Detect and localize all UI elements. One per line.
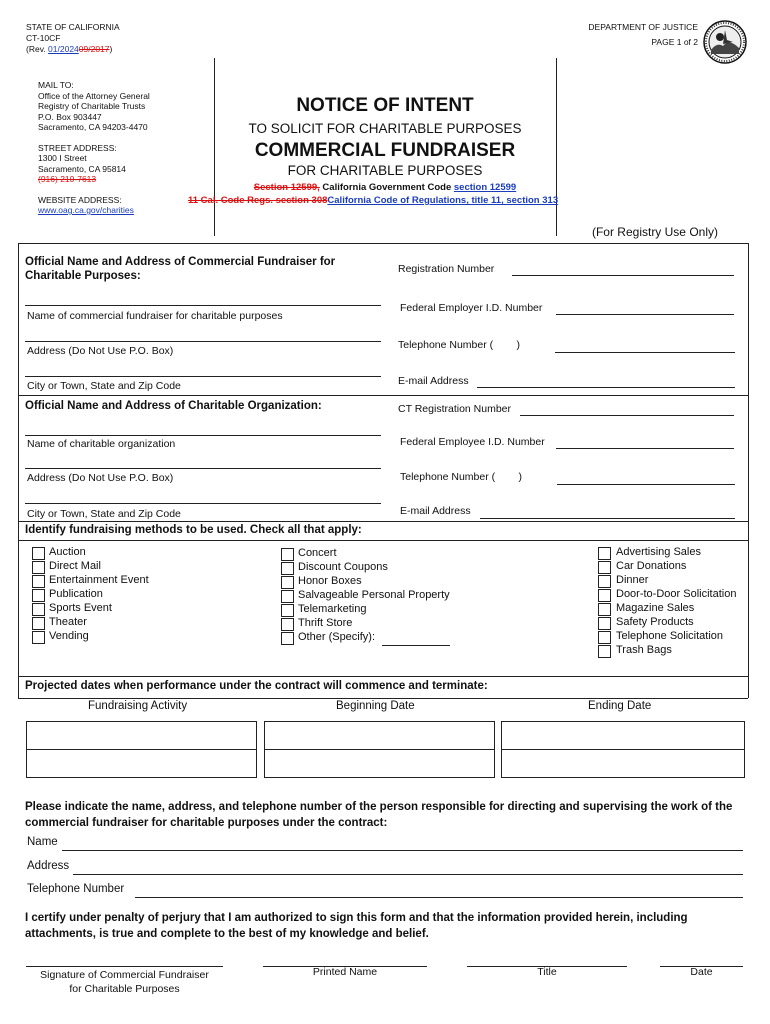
methods-heading: Identify fundraising methods to be used. Check all that apply: — [25, 524, 362, 536]
charity-city-label: City or Town, State and Zip Code — [27, 508, 181, 520]
method-checkbox[interactable] — [598, 589, 611, 602]
revision — [26, 44, 112, 55]
method-label: Auction — [49, 546, 86, 558]
method-label: Entertainment Event — [49, 574, 149, 586]
rev-new: 01/2024 — [48, 44, 79, 54]
resp-address-field[interactable] — [73, 874, 743, 875]
method-label: Concert — [298, 547, 337, 559]
page-number: PAGE 1 of 2 — [651, 37, 698, 47]
method-checkbox[interactable] — [32, 603, 45, 616]
method-checkbox[interactable] — [281, 604, 294, 617]
ch-email-field[interactable] — [480, 518, 735, 519]
charity-name-label: Name of charitable organization — [27, 438, 176, 450]
begin-field-1[interactable] — [264, 721, 495, 750]
mail-line: Office of the Attorney General — [38, 90, 150, 101]
title-solicit: TO SOLICIT FOR CHARITABLE PURPOSES — [248, 121, 522, 136]
title-fundraiser: COMMERCIAL FUNDRAISER — [254, 140, 516, 161]
reg-number-label: Registration Number — [398, 263, 495, 275]
state-seal-icon — [703, 20, 747, 64]
method-label: Telephone Solicitation — [616, 630, 724, 642]
date-label: Date — [690, 966, 713, 978]
resp-name-field[interactable] — [62, 850, 743, 851]
resp-phone-label: Telephone Number — [27, 883, 125, 895]
fundraiser-address-label: Address (Do Not Use P.O. Box) — [27, 345, 174, 357]
street-line: Sacramento, CA 95814 — [38, 163, 126, 174]
form-id: CT-10CF — [26, 33, 61, 43]
method-checkbox[interactable] — [281, 632, 294, 645]
method-checkbox[interactable] — [32, 547, 45, 560]
method-label: Dinner — [616, 574, 649, 586]
mail-line: P.O. Box 903447 — [38, 111, 102, 122]
method-checkbox[interactable] — [32, 631, 45, 644]
cite2-link[interactable]: California Code of Regulations, title 11, section 313 — [327, 195, 559, 206]
method-label: Advertising Sales — [616, 546, 701, 558]
method-checkbox[interactable] — [598, 645, 611, 658]
title-notice: NOTICE OF INTENT — [296, 95, 474, 116]
reg-number-field[interactable] — [512, 275, 734, 276]
method-label: Vending — [49, 630, 89, 642]
cite2-struck: 11 Cal. Code Regs. section 308 — [188, 195, 328, 206]
certify-text: I certify under penalty of perjury that I am authorized to sign this form and that the information provided herein, including attachments, is true and complete to the best of my knowledge and belief. — [25, 912, 688, 940]
end-field-1[interactable] — [501, 721, 745, 750]
method-label: Theater — [49, 616, 87, 628]
other-specify-field[interactable] — [382, 645, 450, 646]
title-purposes: FOR CHARITABLE PURPOSES — [287, 163, 483, 178]
fundraiser-city-line[interactable] — [25, 376, 381, 377]
col-end-label: Ending Date — [588, 700, 652, 712]
method-label: Magazine Sales — [616, 602, 695, 614]
method-checkbox[interactable] — [281, 562, 294, 575]
sig-label-line1: Signature of Commercial Fundraiser — [40, 969, 209, 981]
fr-phone-field[interactable] — [555, 352, 735, 353]
sig-label-line2: for Charitable Purposes — [69, 983, 180, 995]
ch-phone-label: Telephone Number ( ) — [400, 471, 522, 483]
ct-reg-label: CT Registration Number — [398, 403, 512, 415]
fr-email-field[interactable] — [477, 387, 735, 388]
fein-field[interactable] — [556, 314, 734, 315]
end-field-2[interactable] — [501, 749, 745, 778]
street-line: 1300 I Street — [38, 153, 87, 163]
title-label: Title — [537, 966, 557, 978]
ch-fein-label: Federal Employee I.D. Number — [400, 436, 545, 448]
mail-line: Sacramento, CA 94203-4470 — [38, 122, 148, 132]
fundraiser-name-line[interactable] — [25, 305, 381, 306]
citation-1 — [214, 182, 556, 193]
method-checkbox[interactable] — [281, 576, 294, 589]
method-checkbox[interactable] — [32, 561, 45, 574]
printed-name-label: Printed Name — [312, 966, 378, 978]
signature-field[interactable] — [26, 966, 223, 967]
method-checkbox[interactable] — [598, 575, 611, 588]
resp-phone-field[interactable] — [135, 897, 743, 898]
method-checkbox[interactable] — [281, 548, 294, 561]
method-checkbox[interactable] — [281, 590, 294, 603]
method-label: Trash Bags — [616, 644, 672, 656]
registry-note: (For Registry Use Only) — [591, 225, 718, 239]
method-label: Honor Boxes — [298, 575, 362, 587]
method-label: Discount Coupons — [298, 561, 388, 573]
dates-heading: Projected dates when performance under the contract will commence and terminate: — [25, 680, 488, 692]
method-label: Door-to-Door Solicitation — [616, 588, 737, 600]
fr-email-label: E-mail Address — [398, 375, 469, 387]
charity-city-line[interactable] — [25, 503, 381, 504]
col-begin-label: Beginning Date — [336, 700, 415, 712]
fr-phone-label: Telephone Number ( ) — [398, 339, 520, 351]
rev-old: 09/2017 — [78, 44, 110, 54]
street-label: STREET ADDRESS: — [38, 142, 117, 153]
begin-field-2[interactable] — [264, 749, 495, 778]
charity-name-line[interactable] — [25, 435, 381, 436]
fundraiser-heading: Official Name and Address of Commercial Fundraiser for Charitable Purposes: — [25, 256, 336, 282]
method-label: Publication — [49, 588, 103, 600]
method-label: Direct Mail — [49, 560, 101, 572]
cite1-text: California Government Code — [319, 182, 454, 193]
website-link[interactable]: www.oag.ca.gov/charities — [38, 205, 134, 215]
method-label: Salvageable Personal Property — [298, 589, 450, 601]
signature-label — [26, 968, 223, 996]
method-checkbox[interactable] — [598, 603, 611, 616]
method-checkbox[interactable] — [598, 561, 611, 574]
mail-label: MAIL TO: — [38, 80, 74, 90]
col-activity-label: Fundraising Activity — [88, 700, 188, 712]
cite1-struck: Section 12599, — [253, 182, 320, 193]
phone-struck: (916) 210-7613 — [38, 174, 97, 184]
department-label: DEPARTMENT OF JUSTICE — [588, 22, 698, 32]
fundraiser-city-label: City or Town, State and Zip Code — [27, 380, 181, 392]
charity-address-label: Address (Do Not Use P.O. Box) — [27, 472, 174, 484]
mail-block — [38, 80, 208, 216]
method-checkbox[interactable] — [598, 617, 611, 630]
ct-reg-field[interactable] — [520, 415, 734, 416]
method-label: Telemarketing — [298, 603, 367, 615]
method-checkbox[interactable] — [32, 575, 45, 588]
ch-phone-field[interactable] — [557, 484, 735, 485]
fundraiser-address-line[interactable] — [25, 341, 381, 342]
method-label: Sports Event — [49, 602, 112, 614]
method-checkbox[interactable] — [598, 631, 611, 644]
activity-field-1[interactable] — [26, 721, 257, 750]
method-label: Safety Products — [616, 616, 694, 628]
method-label: Car Donations — [616, 560, 687, 572]
rev-suffix: ) — [109, 44, 113, 54]
resp-name-label: Name — [27, 836, 58, 848]
method-label: Other (Specify): — [298, 631, 376, 643]
charity-heading: Official Name and Address of Charitable Organization: — [25, 400, 322, 412]
ch-fein-field[interactable] — [556, 448, 734, 449]
rev-prefix: (Rev. — [26, 44, 49, 54]
state-label: STATE OF CALIFORNIA — [26, 22, 120, 32]
cite1-link[interactable]: section 12599 — [453, 182, 517, 193]
fundraiser-name-label: Name of commercial fundraiser for charitable purposes — [27, 310, 283, 322]
responsible-heading: Please indicate the name, address, and telephone number of the person responsible for directing and supervising the work of the commercial fundraiser for charitable purposes under the contract: — [25, 801, 733, 829]
method-checkbox[interactable] — [598, 547, 611, 560]
method-label: Thrift Store — [298, 617, 353, 629]
citation-2 — [188, 195, 558, 206]
charity-address-line[interactable] — [25, 468, 381, 469]
method-checkbox[interactable] — [32, 589, 45, 602]
resp-address-label: Address — [27, 860, 70, 872]
mail-line: Registry of Charitable Trusts — [38, 101, 146, 111]
method-checkbox[interactable] — [32, 617, 45, 630]
method-checkbox[interactable] — [281, 618, 294, 631]
ch-email-label: E-mail Address — [400, 505, 471, 517]
activity-field-2[interactable] — [26, 749, 257, 778]
fein-label: Federal Employer I.D. Number — [400, 302, 543, 314]
website-label: WEBSITE ADDRESS: — [38, 194, 122, 205]
